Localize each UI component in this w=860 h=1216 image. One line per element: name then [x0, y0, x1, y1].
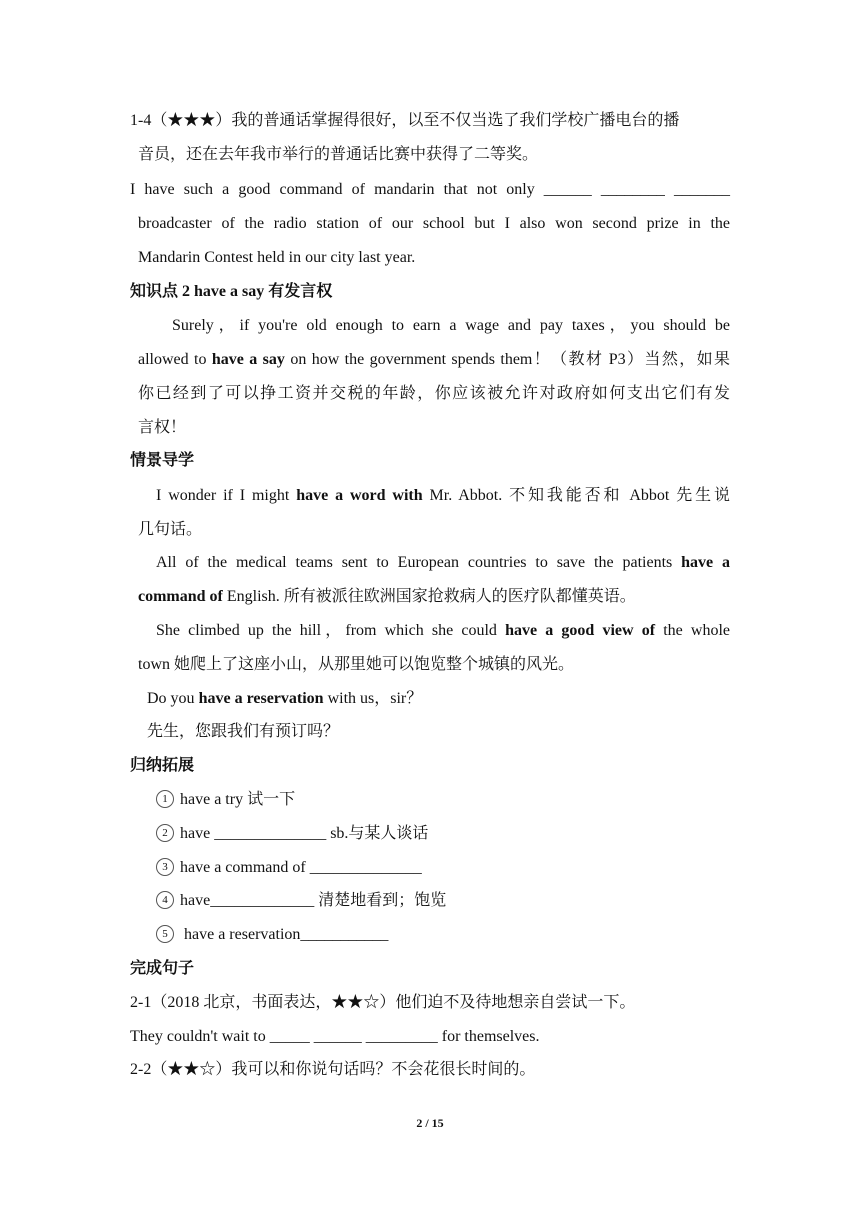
number-circle-icon: 2: [156, 824, 174, 842]
summary-item-2: [156, 824, 428, 844]
point2-text-b: on how the government spends them！（教材 P3）当然，如果: [284, 351, 730, 368]
scenario-sentence-2: [156, 553, 730, 573]
question-2-2-cn: 2-2（★★☆）我可以和你说句话吗？不会花很长时间的。: [130, 1061, 536, 1078]
scenario-sentence-3-line2: town 她爬上了这座小山，从那里她可以饱览整个城镇的风光。: [138, 656, 575, 673]
knowledge-point-2-heading: 知识点 2 have a say 有发言权: [130, 283, 333, 300]
question-1-4-cn-line1: 1-4（★★★）我的普通话掌握得很好，以至不仅当选了我们学校广播电台的播: [130, 112, 680, 129]
summary-item-text: have_____________ 清楚地看到；饱览: [180, 892, 447, 909]
summary-item-text: have ______________ sb.与某人谈话: [180, 825, 429, 842]
point2-paragraph-line3: 你已经到了可以挣工资并交税的年龄，你应该被允许对政府如何支出它们有发: [138, 385, 730, 402]
point2-bold-phrase: have a say: [211, 351, 285, 368]
number-circle-icon: 1: [156, 790, 174, 808]
number-circle-icon: 4: [156, 891, 174, 909]
point2-paragraph-line4: 言权！: [138, 419, 187, 436]
question-1-4-en-line3: Mandarin Contest held in our city last year.: [138, 249, 416, 266]
s2-text-b: English. 所有被派往欧洲国家抢救病人的医疗队都懂英语。: [222, 588, 636, 605]
s2-bold-phrase-2: command of: [138, 588, 223, 605]
s1-text-b: Mr. Abbot. 不知我能否和 Abbot 先生说: [422, 487, 731, 504]
question-1-4-en-line1: I have such a good command of mandarin that not only ______ ________ _______: [130, 181, 730, 198]
question-1-4-cn-line2: 音员，还在去年我市举行的普通话比赛中获得了二等奖。: [138, 146, 539, 163]
s4-text-a: Do you: [147, 690, 199, 707]
page-number: 2 / 15: [416, 1116, 444, 1130]
question-1-4-en-line2: broadcaster of the radio station of our school but I also won second prize in the: [138, 215, 730, 232]
scenario-sentence-3: [156, 621, 730, 641]
scenario-sentence-1-line2: 几句话。: [138, 521, 203, 538]
s3-text-a: She climbed up the hill，from which she could: [156, 622, 506, 639]
summary-item-1: [156, 790, 295, 810]
complete-sentences-heading: 完成句子: [130, 960, 195, 977]
question-2-1-cn: 2-1（2018 北京，书面表达，★★☆）他们迫不及待地想亲自尝试一下。: [130, 994, 636, 1011]
question-2-1-en: They couldn't wait to _____ ______ _________ for themselves.: [130, 1028, 540, 1045]
s3-bold-phrase: have a good view of: [505, 622, 656, 639]
summary-item-text: have a try 试一下: [180, 791, 296, 808]
s1-text-a: I wonder if I might: [156, 487, 297, 504]
scenario-sentence-4-line2: 先生，您跟我们有预订吗？: [147, 723, 340, 740]
scenario-sentence-1: [156, 486, 730, 506]
s4-bold-phrase: have a reservation: [198, 690, 324, 707]
s2-text-a: All of the medical teams sent to European countries to save the patients: [156, 554, 682, 571]
s3-text-b: the whole: [655, 622, 730, 639]
scenario-sentence-2-line2: [138, 587, 636, 607]
number-circle-icon: 5: [156, 925, 174, 943]
summary-item-text: have a reservation___________: [184, 926, 389, 943]
point2-paragraph-line1: Surely，if you're old enough to earn a wage and pay taxes，you should be: [172, 317, 730, 334]
scenario-sentence-4: [147, 689, 422, 709]
summary-heading: 归纳拓展: [130, 757, 195, 774]
point2-text-a: allowed to: [138, 351, 212, 368]
summary-item-5: [156, 925, 388, 945]
number-circle-icon: 3: [156, 858, 174, 876]
s1-bold-phrase: have a word with: [296, 487, 423, 504]
summary-item-text: have a command of ______________: [180, 859, 422, 876]
s2-bold-phrase: have a: [681, 554, 731, 571]
summary-item-4: [156, 891, 446, 911]
s4-text-b: with us，sir？: [323, 690, 423, 707]
point2-paragraph-line2: [138, 350, 730, 370]
summary-item-3: [156, 858, 422, 878]
scenario-heading: 情景导学: [130, 452, 195, 469]
